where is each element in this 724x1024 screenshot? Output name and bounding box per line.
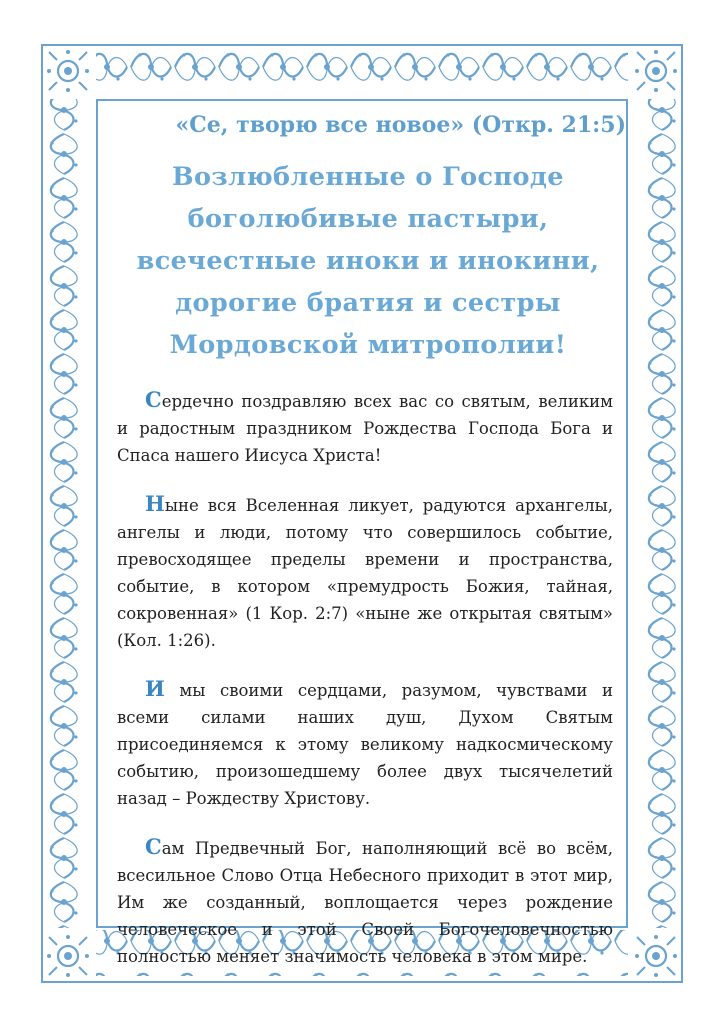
- paragraph: [117, 675, 613, 812]
- letter-body: [117, 386, 613, 991]
- paragraph-text: ердечно поздравляю всех вас со святым, великим и радостным праздником Рождества Господа Бога и Спаса нашего Иисуса Христа!: [117, 392, 613, 465]
- paragraph-text: мы своими сердцами, разумом, чувствами и всеми силами наших душ, Духом Святым присоединяемся к этому великому надкосмическому событию, произошедшему более двух тысячелетий назад – Рождеству Христову.: [117, 681, 613, 808]
- paragraph-text: ам Предвечный Бог, наполняющий всё во всём, всесильное Слово Отца Небесного приходит в этот мир, Им же созданный, воплощается через рождение человеческое и этой Своей Богочеловечностью полностью меняет значимость человека в этом мире.: [117, 839, 613, 966]
- greeting-heading: [110, 156, 626, 366]
- greeting-line: дорогие братия и сестры: [175, 288, 561, 318]
- greeting-line: Мордовской митрополии!: [169, 330, 567, 360]
- drop-cap: С: [145, 387, 162, 412]
- drop-cap: С: [145, 834, 162, 859]
- paragraph-text: ыне вся Вселенная ликует, радуются архангелы, ангелы и люди, потому что совершилось событие, превосходящее пределы времени и пространства, событие, в котором «премудрость Божия, тайная, сокровенная» (1 Кор. 2:7) «ныне же открытая святым» (Кол. 1:26).: [117, 496, 613, 650]
- epigraph: «Се, творю все новое» (Откр. 21:5): [175, 112, 626, 138]
- paragraph: [117, 833, 613, 970]
- drop-cap: И: [145, 676, 165, 701]
- drop-cap: Н: [145, 491, 165, 516]
- paragraph: [117, 386, 613, 469]
- greeting-line: Возлюбленные о Господе: [172, 162, 564, 192]
- greeting-line: всечестные иноки и инокини,: [136, 246, 600, 276]
- paragraph: [117, 490, 613, 654]
- greeting-line: боголюбивые пастыри,: [187, 204, 549, 234]
